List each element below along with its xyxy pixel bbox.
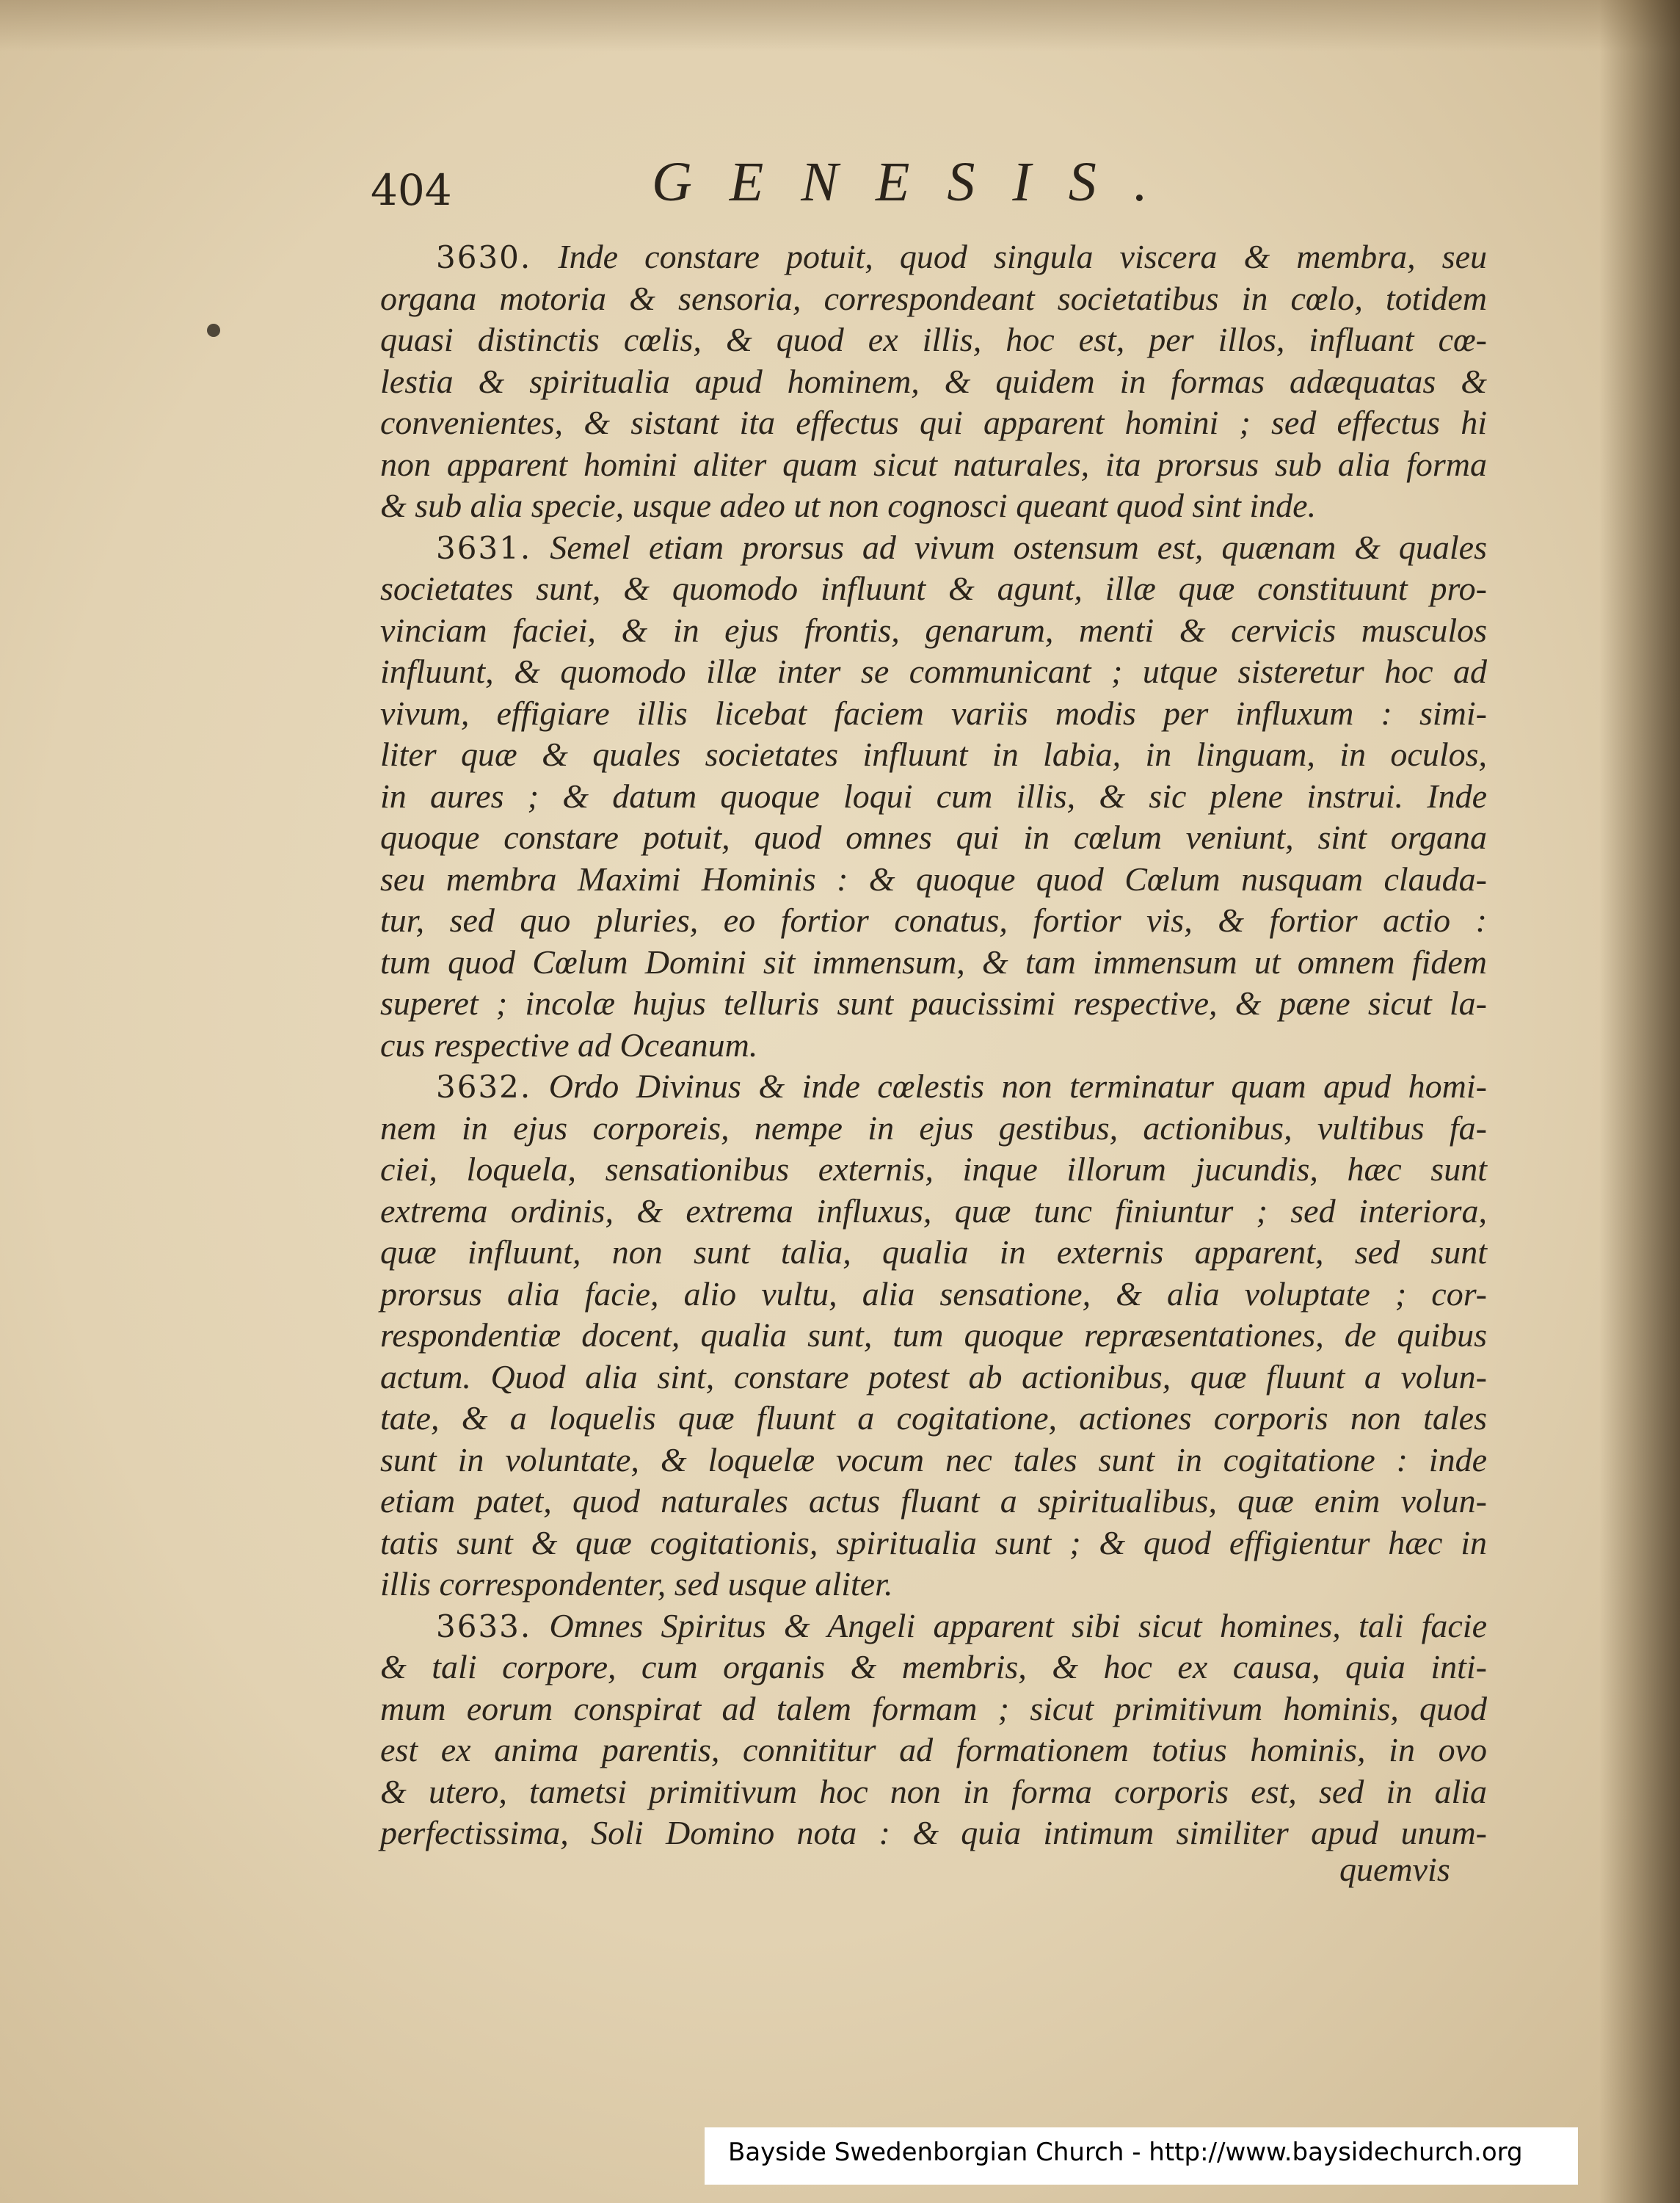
text-line	[380, 444, 1487, 486]
line-text: non apparent homini aliter quam sicut naturales, ita prorsus sub alia forma	[380, 445, 1487, 483]
text-line	[380, 776, 1487, 818]
text-line	[380, 1191, 1487, 1233]
text-line	[380, 568, 1487, 610]
paragraph-number: 3633.	[436, 1608, 532, 1644]
line-text: sunt in voluntate, & loquelæ vocum nec tales sunt in cogitatione : inde	[380, 1440, 1487, 1478]
footer-banner	[705, 2127, 1578, 2185]
text-line	[380, 817, 1487, 859]
line-text: influunt, & quomodo illæ inter se communicant ; utque sisteretur hoc ad	[380, 653, 1487, 690]
text-line	[380, 610, 1487, 652]
text-line	[380, 527, 1487, 569]
line-text: Ordo Divinus & inde cœlestis non terminatur quam apud homi-	[548, 1067, 1488, 1105]
running-title: GENESIS.	[652, 151, 1185, 213]
paragraph-number: 3631.	[436, 529, 532, 566]
paragraph-number: 3630.	[436, 239, 532, 275]
line-text: tum quod Cœlum Domini sit immensum, & tam immensum ut omnem fidem	[380, 943, 1487, 981]
text-line	[380, 485, 1487, 527]
text-line	[380, 1730, 1487, 1771]
text-line	[380, 983, 1487, 1025]
text-line	[380, 1522, 1487, 1564]
text-line	[380, 1357, 1487, 1398]
text-line	[380, 1025, 1487, 1067]
line-text: liter quæ & quales societates influunt in labia, in linguam, in oculos,	[380, 736, 1487, 773]
line-text: superet ; incolæ hujus telluris sunt paucissimi respective, & pæne sicut la-	[380, 984, 1487, 1022]
line-text: quæ influunt, non sunt talia, qualia in externis apparent, sed sunt	[380, 1233, 1487, 1271]
text-line	[380, 1605, 1487, 1647]
text-line	[380, 1564, 1487, 1605]
text-line	[380, 1315, 1487, 1357]
paragraph	[380, 1066, 1487, 1605]
line-text: Omnes Spiritus & Angeli apparent sibi sicut homines, tali facie	[549, 1606, 1488, 1644]
page-gutter-shadow	[1599, 0, 1680, 2203]
text-line	[380, 1481, 1487, 1522]
line-text: Inde constare potuit, quod singula viscera & membra, seu	[558, 238, 1487, 275]
line-text: lestia & spiritualia apud hominem, & quidem in formas adæquatas &	[380, 362, 1487, 400]
line-text: mum eorum conspirat ad talem formam ; sicut primitivum hominis, quod	[380, 1689, 1487, 1727]
line-text: & utero, tametsi primitivum hoc non in forma corporis est, sed in alia	[380, 1772, 1487, 1810]
footer-credit: Bayside Swedenborgian Church - http://www.baysidechurch.org	[728, 2138, 1523, 2167]
line-text: Semel etiam prorsus ad vivum ostensum est, quænam & quales	[550, 528, 1487, 566]
page-header	[371, 150, 1472, 217]
line-text: actum. Quod alia sint, constare potest ab actionibus, quæ fluunt a volun-	[380, 1357, 1487, 1396]
paragraph	[380, 1605, 1487, 1854]
line-text: perfectissima, Soli Domino nota : & quia intimum similiter apud unum-	[380, 1814, 1487, 1851]
page-number: 404	[371, 165, 452, 215]
text-line	[380, 319, 1487, 361]
line-text: & sub alia specie, usque adeo ut non cognosci queant quod sint inde.	[380, 487, 1317, 524]
text-line	[380, 1108, 1487, 1150]
line-text: tate, & a loquelis quæ fluunt a cogitatione, actiones corporis non tales	[380, 1399, 1487, 1437]
text-line	[380, 1232, 1487, 1274]
line-text: organa motoria & sensoria, correspondeant societatibus in cœlo, totidem	[380, 279, 1487, 317]
line-text: est ex anima parentis, connititur ad formationem totius hominis, in ovo	[380, 1731, 1487, 1768]
text-line	[380, 1771, 1487, 1813]
text-line	[380, 1149, 1487, 1191]
line-text: vivum, effigiare illis licebat faciem variis modis per influxum : simi-	[380, 694, 1487, 732]
text-line	[380, 402, 1487, 444]
line-text: quoque constare potuit, quod omnes qui in cœlum veniunt, sint organa	[380, 819, 1487, 856]
line-text: societates sunt, & quomodo influunt & agunt, illæ quæ constituunt pro-	[380, 570, 1487, 607]
line-text: vinciam faciei, & in ejus frontis, genarum, menti & cervicis musculos	[380, 611, 1487, 649]
text-line	[380, 236, 1487, 278]
line-text: tur, sed quo pluries, eo fortior conatus, fortior vis, & fortior actio :	[380, 901, 1487, 939]
text-line	[380, 900, 1487, 942]
body-text	[380, 236, 1487, 1854]
line-text: & tali corpore, cum organis & membris, & hoc ex causa, quia inti-	[380, 1648, 1487, 1685]
line-text: illis correspondenter, sed usque aliter.	[380, 1565, 893, 1603]
line-text: respondentiæ docent, qualia sunt, tum quoque repræsentationes, de quibus	[380, 1316, 1487, 1354]
ink-spot	[207, 324, 220, 337]
text-line	[380, 1440, 1487, 1481]
line-text: ciei, loquela, sensationibus externis, inque illorum jucundis, hæc sunt	[380, 1150, 1487, 1188]
text-line	[380, 1647, 1487, 1688]
paragraph-number: 3632.	[436, 1069, 532, 1105]
text-line	[380, 1812, 1487, 1854]
text-line	[380, 651, 1487, 693]
line-text: extrema ordinis, & extrema influxus, quæ tunc finiuntur ; sed interiora,	[380, 1191, 1487, 1230]
text-line	[380, 1688, 1487, 1730]
line-text: in aures ; & datum quoque loqui cum illis, & sic plene instrui. Inde	[380, 777, 1487, 815]
text-line	[380, 1274, 1487, 1315]
text-line	[380, 859, 1487, 901]
line-text: convenientes, & sistant ita effectus qui apparent homini ; sed effectus hi	[380, 404, 1487, 441]
line-text: nem in ejus corporeis, nempe in ejus gestibus, actionibus, vultibus fa-	[380, 1108, 1487, 1147]
text-line	[380, 1066, 1487, 1108]
catchword: quemvis	[1339, 1851, 1450, 1888]
text-line	[380, 942, 1487, 984]
text-line	[380, 1398, 1487, 1440]
line-text: cus respective ad Oceanum.	[380, 1026, 758, 1064]
line-text: tatis sunt & quæ cogitationis, spiritualia sunt ; & quod effigientur hæc in	[380, 1523, 1487, 1561]
line-text: quasi distinctis cœlis, & quod ex illis, hoc est, per illos, influant cœ-	[380, 321, 1487, 358]
text-line	[380, 361, 1487, 403]
line-text: prorsus alia facie, alio vultu, alia sensatione, & alia voluptate ; cor-	[380, 1274, 1487, 1313]
paragraph	[380, 236, 1487, 527]
text-line	[380, 734, 1487, 776]
page-top-shadow	[0, 0, 1680, 51]
line-text: seu membra Maximi Hominis : & quoque quod Cœlum nusquam clauda-	[380, 860, 1487, 898]
text-line	[380, 278, 1487, 320]
line-text: etiam patet, quod naturales actus fluant a spiritualibus, quæ enim volun-	[380, 1482, 1487, 1520]
paragraph	[380, 527, 1487, 1067]
text-line	[380, 693, 1487, 735]
